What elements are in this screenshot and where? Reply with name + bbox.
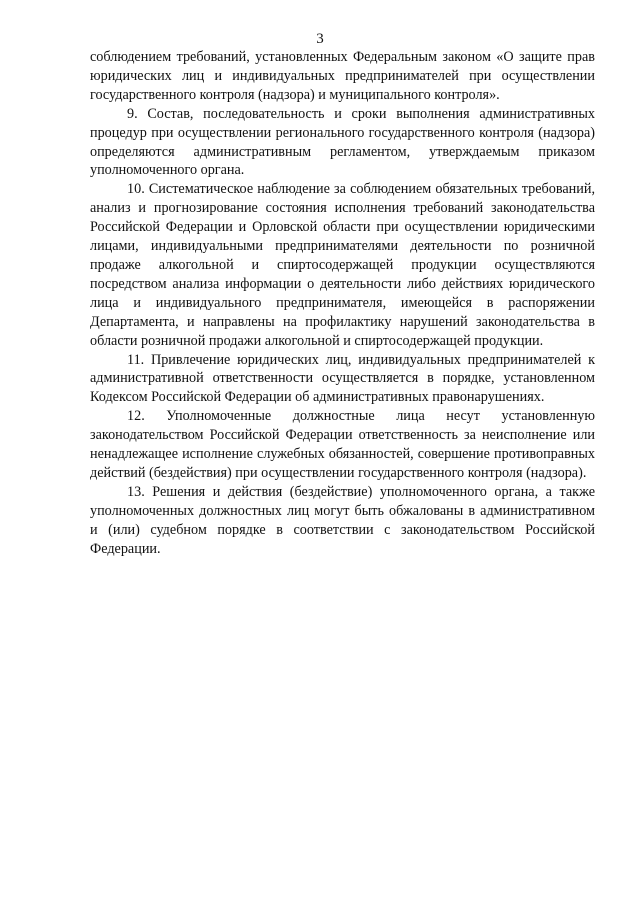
paragraph-item-12: 12. Уполномоченные должностные лица несут установленную законодательством Российской Федерации ответственность за неисполнение или ненадлежащее исполнение служебных обязанностей, совершение противоправных действий (бездействия) при осуществлении государственного контроля (надзора). <box>90 408 595 481</box>
paragraph-item-10: 10. Систематическое наблюдение за соблюдением обязательных требований, анализ и прогнозирование состояния исполнения требований законодательства Российской Федерации и Орловской области при осуществлении юридическими лицами, индивидуальными предпринимателями деятельности по розничной продаже алкогольной и спиртосодержащей продукции осуществляются посредством анализа информации о деятельности либо действиях юридического лица и индивидуального предпринимателя, имеющейся в распоряжении Департамента, и направлены на профилактику нарушений законодательства в области розничной продажи алкогольной и спиртосодержащей продукции. <box>90 181 595 349</box>
document-body <box>90 48 595 558</box>
paragraph-continuation: соблюдением требований, установленных Федеральным законом «О защите прав юридических лиц и индивидуальных предпринимателей при осуществлении государственного контроля (надзора) и муниципального контроля». <box>90 49 595 103</box>
page-number: 3 <box>316 31 324 47</box>
paragraph-item-9: 9. Состав, последовательность и сроки выполнения административных процедур при осуществлении регионального государственного контроля (надзора) определяются административным регламентом, утверждаемым приказом уполномоченного органа. <box>90 105 595 179</box>
paragraph-item-13: 13. Решения и действия (бездействие) уполномоченного органа, а также уполномоченных должностных лиц могут быть обжалованы в административном и (или) судебном порядке в соответствии с законодательством Российской Федерации. <box>90 483 595 557</box>
paragraph-item-11: 11. Привлечение юридических лиц, индивидуальных предпринимателей к административной ответственности осуществляется в порядке, установленном Кодексом Российской Федерации об административных правонарушениях. <box>90 351 595 406</box>
